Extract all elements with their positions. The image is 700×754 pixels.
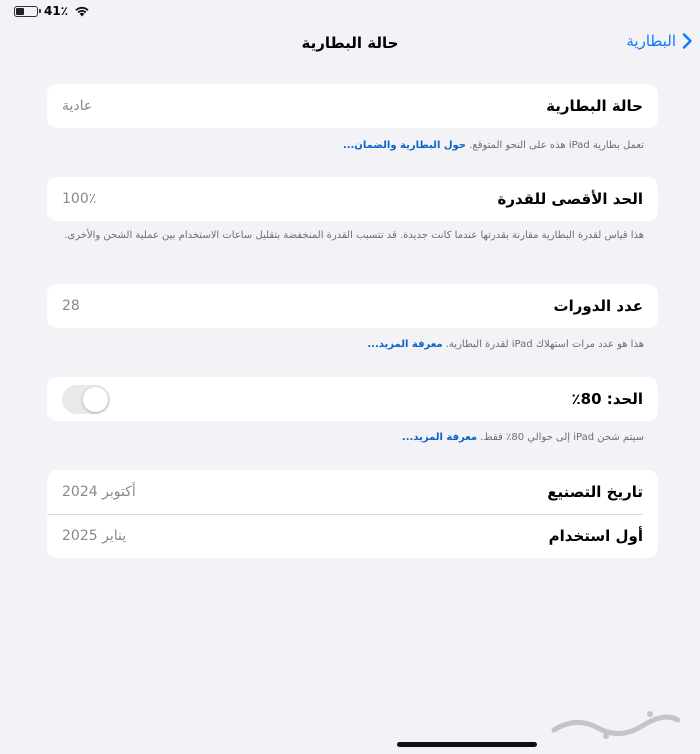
cycle-count-value: 28: [62, 298, 80, 314]
battery-warranty-link[interactable]: حول البطارية والضمان...: [342, 140, 467, 151]
back-button-label: البطارية: [626, 32, 676, 50]
battery-condition-footnote-text: تعمل بطارية iPad هذه على النحو المتوقع.: [469, 140, 644, 151]
battery-percent: 41٪: [44, 4, 69, 18]
cycle-count-group: [47, 284, 658, 328]
charge-limit-row: [47, 377, 658, 421]
first-use-row: [47, 514, 658, 558]
navigation-bar: [0, 30, 700, 60]
battery-condition-row: [47, 84, 658, 128]
chevron-right-icon: [682, 33, 692, 49]
toggle-knob: [83, 387, 108, 412]
cycle-count-label: عدد الدورات: [553, 297, 643, 315]
max-capacity-label: الحد الأقصى للقدرة: [497, 190, 643, 208]
home-indicator[interactable]: [397, 742, 537, 747]
charge-limit-learn-more-link[interactable]: معرفة المزيد...: [401, 432, 478, 443]
charge-limit-footnote: [60, 428, 644, 447]
cycle-count-learn-more-link[interactable]: معرفة المزيد...: [367, 339, 443, 350]
charge-limit-toggle[interactable]: [62, 385, 110, 414]
battery-icon: [14, 6, 38, 17]
first-use-label: أول استخدام: [548, 527, 643, 545]
back-button[interactable]: [626, 32, 692, 50]
manufacture-date-row: [47, 470, 658, 514]
manufacture-date-value: أكتوبر 2024: [62, 484, 136, 500]
max-capacity-value: 100٪: [62, 191, 97, 207]
dates-group: [47, 470, 658, 558]
charge-limit-group: [47, 377, 658, 421]
charge-limit-footnote-text: سيتم شحن iPad إلى حوالي 80٪ فقط.: [480, 432, 644, 443]
cycle-count-footnote: [60, 335, 644, 354]
max-capacity-group: [47, 177, 658, 221]
manufacture-date-label: تاريخ التصنيع: [547, 483, 643, 501]
charge-limit-label: الحد: 80٪: [571, 390, 643, 408]
battery-condition-footnote: [60, 136, 644, 155]
wifi-icon: [74, 5, 90, 17]
cycle-count-row: [47, 284, 658, 328]
cycle-count-footnote-text: هذا هو عدد مرات استهلاك iPad لقدرة البطارية.: [445, 339, 644, 350]
watermark-logo: [546, 706, 686, 742]
max-capacity-row: [47, 177, 658, 221]
max-capacity-footnote: [60, 226, 644, 245]
max-capacity-footnote-text: هذا قياس لقدرة البطارية مقارنة بقدرتها عندما كانت جديدة. قد تتسبب القدرة المنخفضة بتقليل ساعات الاستخدام بين عملية الشحن والأخرى.: [64, 230, 644, 241]
battery-condition-value: عادية: [62, 98, 93, 114]
status-bar: [0, 0, 700, 22]
first-use-value: يناير 2025: [62, 528, 127, 544]
battery-condition-group: [47, 84, 658, 128]
page-title: حالة البطارية: [301, 34, 399, 52]
battery-fill: [16, 8, 24, 15]
battery-condition-label: حالة البطارية: [546, 97, 643, 115]
